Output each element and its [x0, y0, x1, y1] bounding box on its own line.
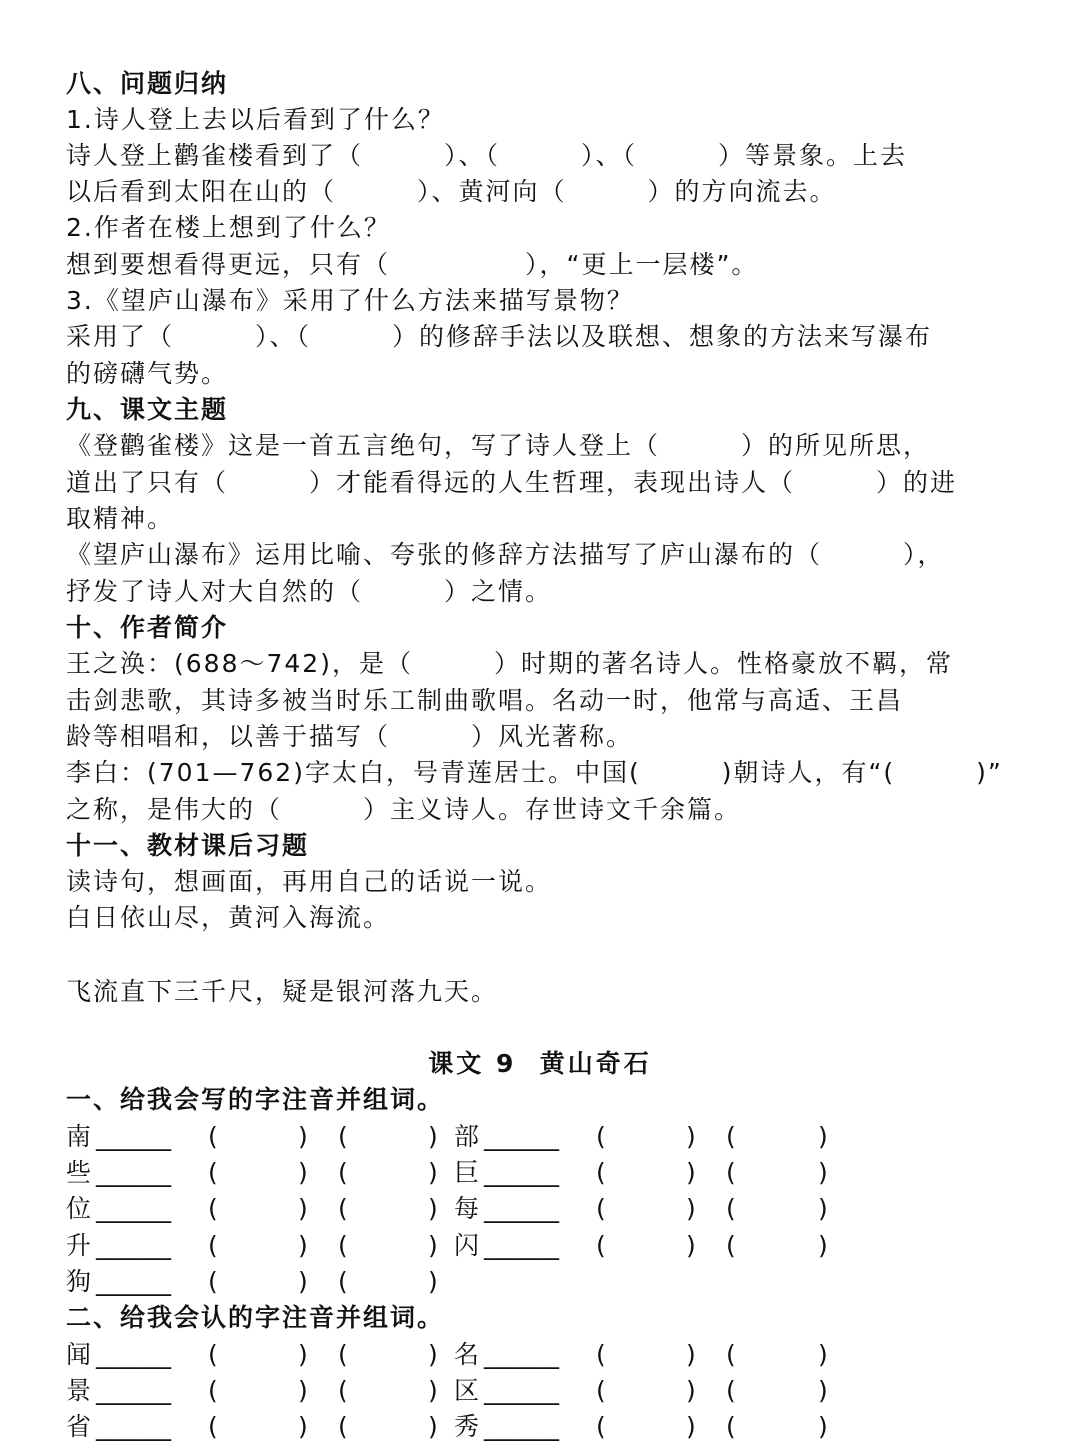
- lesson-title: 课文 9 黄山奇石: [428, 1049, 652, 1078]
- poem-line: 白日依山尽，黄河入海流。: [66, 903, 391, 932]
- paren-open: (: [338, 1231, 348, 1260]
- paren-close: ): [428, 1194, 438, 1223]
- paren-open: (: [726, 1158, 736, 1187]
- paren-close: ): [298, 1158, 308, 1187]
- paren-open: (: [208, 1231, 218, 1260]
- paren-open: (: [726, 1376, 736, 1405]
- paren-open: (: [338, 1194, 348, 1223]
- char: 秀: [454, 1412, 480, 1441]
- paren-close: ): [818, 1340, 828, 1369]
- blank-line[interactable]: ______: [484, 1122, 559, 1151]
- paren-close: ): [686, 1231, 696, 1260]
- paren-close: ): [298, 1376, 308, 1405]
- blank-line[interactable]: ______: [484, 1340, 559, 1369]
- paren-close: ): [298, 1412, 308, 1441]
- paren-open: (: [338, 1412, 348, 1441]
- paren-close: ): [686, 1412, 696, 1441]
- paren-open: (: [208, 1158, 218, 1187]
- paren-close: ): [686, 1340, 696, 1369]
- paren-open: (: [596, 1231, 606, 1260]
- paren-open: (: [338, 1158, 348, 1187]
- char-row: [66, 1228, 846, 1264]
- paren-open: (: [596, 1340, 606, 1369]
- paren-open: (: [596, 1412, 606, 1441]
- paren-close: ): [686, 1376, 696, 1405]
- char: 每: [454, 1194, 480, 1223]
- paren-open: (: [726, 1122, 736, 1151]
- blank-line[interactable]: ______: [96, 1158, 171, 1187]
- blank-line[interactable]: ______: [484, 1231, 559, 1260]
- section-heading-8: 八、问题归纳: [66, 69, 229, 98]
- blank-line[interactable]: ______: [484, 1376, 559, 1405]
- blank-line[interactable]: ______: [484, 1412, 559, 1441]
- paren-open: (: [338, 1267, 348, 1296]
- paren-close: ): [818, 1231, 828, 1260]
- paren-close: ): [686, 1158, 696, 1187]
- char-row: [66, 1264, 846, 1300]
- theme-line: 《望庐山瀑布》运用比喻、夸张的修辞方法描写了庐山瀑布的（ ），: [66, 540, 945, 569]
- paren-close: ): [298, 1267, 308, 1296]
- paren-close: ): [428, 1158, 438, 1187]
- paren-open: (: [726, 1412, 736, 1441]
- section-heading-11: 十一、教材课后习题: [66, 831, 310, 860]
- theme-line: 《登鹳雀楼》这是一首五言绝句，写了诗人登上（ ）的所见所思，: [66, 431, 931, 460]
- paren-open: (: [596, 1122, 606, 1151]
- paren-close: ): [428, 1340, 438, 1369]
- char-row: [66, 1337, 846, 1373]
- author-line: 王之涣：(688～742)，是（ ）时期的著名诗人。性格豪放不羁，常: [66, 649, 953, 678]
- author-line: 龄等相唱和，以善于描写（ ）风光著称。: [66, 722, 634, 751]
- paren-close: ): [818, 1158, 828, 1187]
- blank-line[interactable]: ______: [96, 1194, 171, 1223]
- char-row: [66, 1155, 846, 1191]
- answer-line: 以后看到太阳在山的（ ）、黄河向（ ）的方向流去。: [66, 177, 837, 206]
- section-heading-10: 十、作者简介: [66, 613, 229, 642]
- paren-close: ): [686, 1194, 696, 1223]
- theme-line: 道出了只有（ ）才能看得远的人生哲理，表现出诗人（ ）的进: [66, 468, 958, 497]
- author-line: 李白：(701—762)字太白，号青莲居士。中国( )朝诗人，有“( )”: [66, 758, 1003, 787]
- paren-open: (: [726, 1340, 736, 1369]
- paren-open: (: [726, 1231, 736, 1260]
- answer-line: 采用了（ ）、（ ）的修辞手法以及联想、想象的方法来写瀑布: [66, 322, 933, 351]
- blank-line[interactable]: ______: [484, 1194, 559, 1223]
- paren-close: ): [818, 1412, 828, 1441]
- paren-open: (: [208, 1376, 218, 1405]
- paren-close: ): [428, 1376, 438, 1405]
- char: 南: [66, 1122, 92, 1151]
- paren-close: ): [298, 1231, 308, 1260]
- author-line: 之称，是伟大的（ ）主义诗人。存世诗文千余篇。: [66, 795, 742, 824]
- paren-open: (: [208, 1194, 218, 1223]
- blank-line[interactable]: ______: [96, 1412, 171, 1441]
- paren-close: ): [428, 1231, 438, 1260]
- char: 升: [66, 1231, 92, 1260]
- char-row: [66, 1191, 846, 1227]
- answer-line: 想到要想看得更远，只有（ ），“更上一层楼”。: [66, 250, 759, 279]
- paren-close: ): [428, 1412, 438, 1441]
- section2-title: 二、给我会认的字注音并组词。: [66, 1303, 445, 1332]
- paren-close: ): [428, 1122, 438, 1151]
- char-row: [66, 1373, 846, 1409]
- char: 景: [66, 1376, 92, 1405]
- blank-line[interactable]: ______: [96, 1231, 171, 1260]
- paren-open: (: [208, 1340, 218, 1369]
- section1-title: 一、给我会写的字注音并组词。: [66, 1085, 445, 1114]
- author-line: 击剑悲歌，其诗多被当时乐工制曲歌唱。名动一时，他常与高适、王昌: [66, 686, 904, 715]
- paren-open: (: [726, 1194, 736, 1223]
- paren-open: (: [596, 1376, 606, 1405]
- paren-close: ): [818, 1194, 828, 1223]
- paren-open: (: [208, 1267, 218, 1296]
- answer-line: 诗人登上鹳雀楼看到了（ ）、（ ）、（ ）等景象。上去: [66, 141, 908, 170]
- paren-close: ): [818, 1376, 828, 1405]
- blank-line[interactable]: ______: [96, 1122, 171, 1151]
- paren-close: ): [298, 1340, 308, 1369]
- paren-close: ): [818, 1122, 828, 1151]
- blank-line[interactable]: ______: [96, 1376, 171, 1405]
- char: 闻: [66, 1340, 92, 1369]
- char-row: [66, 1409, 846, 1445]
- char: 狗: [66, 1267, 92, 1296]
- paren-close: ): [298, 1194, 308, 1223]
- paren-open: (: [208, 1122, 218, 1151]
- paren-open: (: [596, 1158, 606, 1187]
- blank-line[interactable]: ______: [96, 1340, 171, 1369]
- char: 位: [66, 1194, 92, 1223]
- paren-open: (: [338, 1122, 348, 1151]
- theme-line: 取精神。: [66, 504, 175, 533]
- paren-close: ): [428, 1267, 438, 1296]
- char: 闪: [454, 1231, 480, 1260]
- exercise-line: 读诗句，想画面，再用自己的话说一说。: [66, 867, 553, 896]
- answer-line: 的磅礴气势。: [66, 359, 229, 388]
- char: 省: [66, 1412, 92, 1441]
- poem-line: 飞流直下三千尺，疑是银河落九天。: [66, 977, 499, 1006]
- paren-open: (: [208, 1412, 218, 1441]
- theme-line: 抒发了诗人对大自然的（ ）之情。: [66, 577, 553, 606]
- paren-close: ): [298, 1122, 308, 1151]
- paren-open: (: [338, 1340, 348, 1369]
- blank-line[interactable]: ______: [96, 1267, 171, 1296]
- char: 部: [454, 1122, 480, 1151]
- question-1: 1.诗人登上去以后看到了什么？: [66, 105, 445, 134]
- char: 区: [454, 1376, 480, 1405]
- question-2: 2.作者在楼上想到了什么？: [66, 213, 391, 242]
- char-row: [66, 1119, 846, 1155]
- question-3: 3.《望庐山瀑布》采用了什么方法来描写景物？: [66, 286, 634, 315]
- paren-open: (: [338, 1376, 348, 1405]
- char: 巨: [454, 1158, 480, 1187]
- char: 些: [66, 1158, 92, 1187]
- paren-open: (: [596, 1194, 606, 1223]
- blank-line[interactable]: ______: [484, 1158, 559, 1187]
- section-heading-9: 九、课文主题: [66, 395, 229, 424]
- paren-close: ): [686, 1122, 696, 1151]
- char: 名: [454, 1340, 480, 1369]
